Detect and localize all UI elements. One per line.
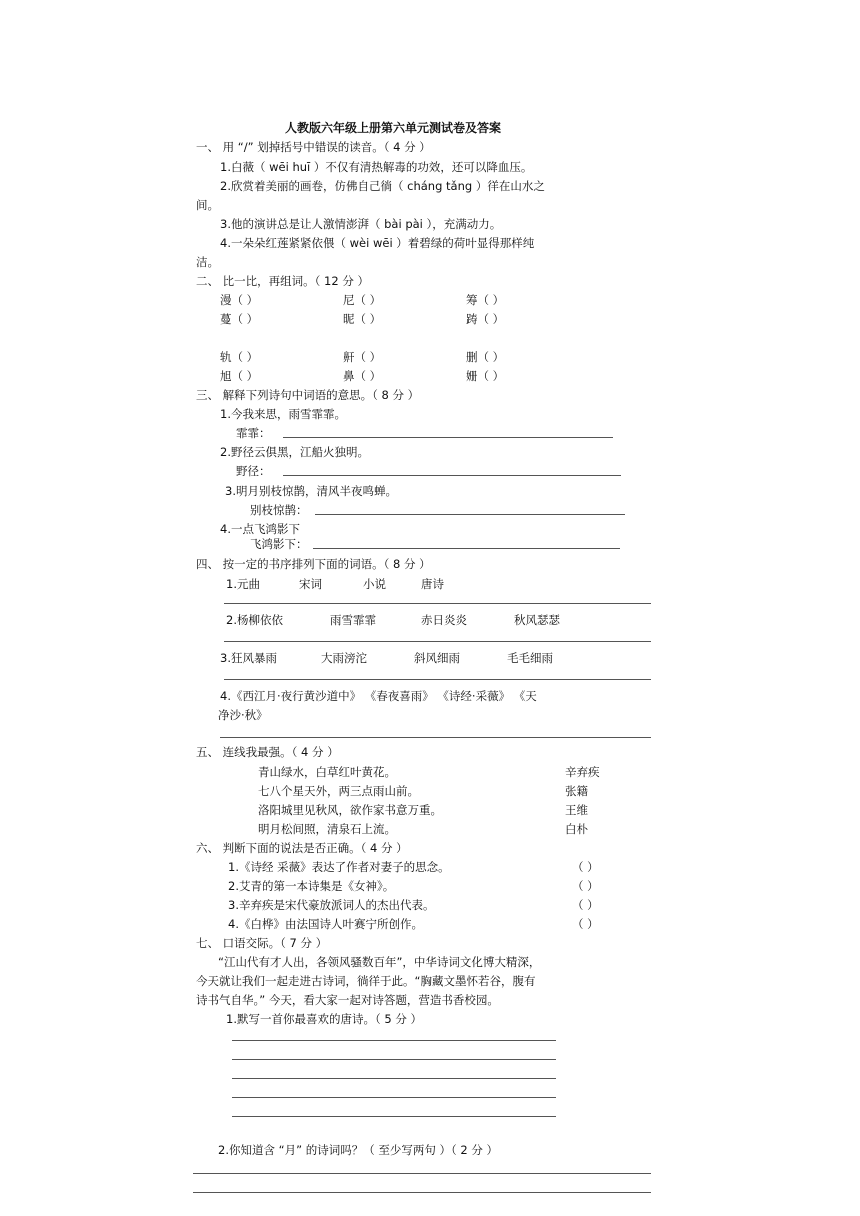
word-item: 小说 bbox=[363, 577, 386, 591]
word-item: 1.元曲 bbox=[226, 577, 260, 591]
s1-question-2-cont: 间。 bbox=[196, 198, 219, 212]
s3-answer-label-1: 霏霏： bbox=[236, 426, 271, 440]
word-item: 3.狂风暴雨 bbox=[220, 651, 277, 665]
author-name[interactable]: 王维 bbox=[565, 803, 588, 817]
paragraph-line: “江山代有才人出，各领风骚数百年”，中华诗词文化博大精深， bbox=[218, 955, 541, 969]
word-item: 宋词 bbox=[299, 577, 322, 591]
word-item: 尼（ ） bbox=[343, 293, 382, 307]
word-item: 旭（ ） bbox=[220, 369, 259, 383]
answer-line[interactable] bbox=[232, 1059, 556, 1060]
word-item: 筹（ ） bbox=[466, 293, 505, 307]
section-4-heading: 四、 按一定的书序排列下面的词语。（ 8 分 ） bbox=[196, 557, 431, 571]
judgment-blank[interactable]: （ ） bbox=[572, 898, 599, 912]
author-name[interactable]: 辛弃疾 bbox=[565, 765, 600, 779]
poem-line[interactable]: 青山绿水，白草红叶黄花。 bbox=[258, 765, 396, 779]
statement-item: 1.《诗经 采薇》表达了作者对妻子的思念。 bbox=[228, 860, 450, 874]
s3-question-4: 4.一点飞鸿影下 bbox=[220, 522, 300, 536]
word-item: 赤日炎炎 bbox=[421, 613, 467, 627]
s1-question-4: 4.一朵朵红莲紧紧依偎（ wèi wēi ）着碧绿的荷叶显得那样纯 bbox=[220, 236, 535, 250]
statement-item: 4.《白桦》由法国诗人叶赛宁所创作。 bbox=[228, 917, 423, 931]
answer-line[interactable] bbox=[220, 737, 651, 738]
word-item: 删（ ） bbox=[466, 350, 505, 364]
s1-question-4-cont: 洁。 bbox=[196, 255, 219, 269]
section-6-heading: 六、 判断下面的说法是否正确。（ 4 分 ） bbox=[196, 841, 408, 855]
author-name[interactable]: 张籍 bbox=[565, 784, 588, 798]
word-item: 唐诗 bbox=[421, 577, 444, 591]
s7-question-1: 1.默写一首你最喜欢的唐诗。（ 5 分 ） bbox=[226, 1012, 423, 1026]
answer-line[interactable] bbox=[232, 1040, 556, 1041]
section-7-heading: 七、 口语交际。（ 7 分 ） bbox=[196, 936, 328, 950]
word-item: 斜风细雨 bbox=[414, 651, 460, 665]
word-item: 大雨滂沱 bbox=[321, 651, 367, 665]
paragraph-line: 诗书气自华。” 今天，看大家一起对诗答题，营造书香校园。 bbox=[196, 993, 499, 1007]
answer-line[interactable] bbox=[224, 679, 651, 680]
s3-answer-label-4: 飞鸿影下： bbox=[250, 537, 308, 551]
section-3-heading: 三、 解释下列诗句中词语的意思。（ 8 分 ） bbox=[196, 388, 420, 402]
answer-line[interactable] bbox=[315, 514, 625, 515]
s3-question-3: 3.明月别枝惊鹊，清风半夜鸣蝉。 bbox=[225, 484, 397, 498]
page-title: 人教版六年级上册第六单元测试卷及答案 bbox=[285, 121, 502, 135]
answer-line[interactable] bbox=[283, 475, 621, 476]
s3-question-2: 2.野径云俱黑，江船火独明。 bbox=[220, 445, 369, 459]
poem-line[interactable]: 洛阳城里见秋风，欲作家书意万重。 bbox=[258, 803, 442, 817]
answer-line[interactable] bbox=[232, 1097, 556, 1098]
answer-line[interactable] bbox=[232, 1078, 556, 1079]
s1-question-3: 3.他的演讲总是让人激情澎湃（ bài pài ），充满动力。 bbox=[220, 217, 502, 231]
word-item: 踌（ ） bbox=[466, 312, 505, 326]
word-item: 昵（ ） bbox=[343, 312, 382, 326]
answer-line[interactable] bbox=[283, 437, 613, 438]
answer-line[interactable] bbox=[224, 603, 651, 604]
author-name[interactable]: 白朴 bbox=[565, 822, 588, 836]
word-item: 鼻（ ） bbox=[343, 369, 382, 383]
s1-question-1: 1.白薇（ wēi huī ）不仅有清热解毒的功效，还可以降血压。 bbox=[220, 160, 533, 174]
word-item: 秋风瑟瑟 bbox=[514, 613, 560, 627]
s1-question-2: 2.欣赏着美丽的画卷，仿佛自己徜（ cháng tǎng ）徉在山水之 bbox=[220, 179, 545, 193]
answer-line[interactable] bbox=[232, 1116, 556, 1117]
s4-question-4-cont: 净沙·秋》 bbox=[218, 708, 268, 722]
answer-line[interactable] bbox=[193, 1192, 651, 1193]
word-item: 鼾（ ） bbox=[343, 350, 382, 364]
judgment-blank[interactable]: （ ） bbox=[572, 917, 599, 931]
s3-answer-label-3: 别枝惊鹊： bbox=[250, 503, 308, 517]
statement-item: 3.辛弃疾是宋代豪放派词人的杰出代表。 bbox=[228, 898, 435, 912]
judgment-blank[interactable]: （ ） bbox=[572, 860, 599, 874]
answer-line[interactable] bbox=[313, 548, 620, 549]
s4-question-4: 4.《西江月·夜行黄沙道中》 《春夜喜雨》 《诗经·采薇》 《天 bbox=[220, 689, 537, 703]
word-item: 雨雪霏霏 bbox=[330, 613, 376, 627]
poem-line[interactable]: 明月松间照，清泉石上流。 bbox=[258, 822, 396, 836]
word-item: 2.杨柳依依 bbox=[226, 613, 283, 627]
answer-line[interactable] bbox=[193, 1173, 651, 1174]
word-item: 轨（ ） bbox=[220, 350, 259, 364]
word-item: 漫（ ） bbox=[220, 293, 259, 307]
s3-answer-label-2: 野径： bbox=[236, 464, 271, 478]
answer-line[interactable] bbox=[224, 641, 651, 642]
section-2-heading: 二、 比一比，再组词。（ 12 分 ） bbox=[196, 274, 370, 288]
word-item: 毛毛细雨 bbox=[507, 651, 553, 665]
section-5-heading: 五、 连线我最强。（ 4 分 ） bbox=[196, 745, 339, 759]
judgment-blank[interactable]: （ ） bbox=[572, 879, 599, 893]
statement-item: 2.艾青的第一本诗集是《女神》。 bbox=[228, 879, 395, 893]
s7-question-2: 2.你知道含 “月” 的诗词吗？（ 至少写两句 ）（ 2 分 ） bbox=[218, 1143, 499, 1157]
paragraph-line: 今天就让我们一起走进古诗词，徜徉于此。“胸藏文墨怀若谷，腹有 bbox=[196, 974, 536, 988]
word-item: 姗（ ） bbox=[466, 369, 505, 383]
section-1-heading: 一、 用 “/” 划掉括号中错误的读音。（ 4 分 ） bbox=[196, 140, 431, 154]
poem-line[interactable]: 七八个星天外，两三点雨山前。 bbox=[258, 784, 419, 798]
s3-question-1: 1.今我来思，雨雪霏霏。 bbox=[220, 407, 346, 421]
word-item: 蔓（ ） bbox=[220, 312, 259, 326]
